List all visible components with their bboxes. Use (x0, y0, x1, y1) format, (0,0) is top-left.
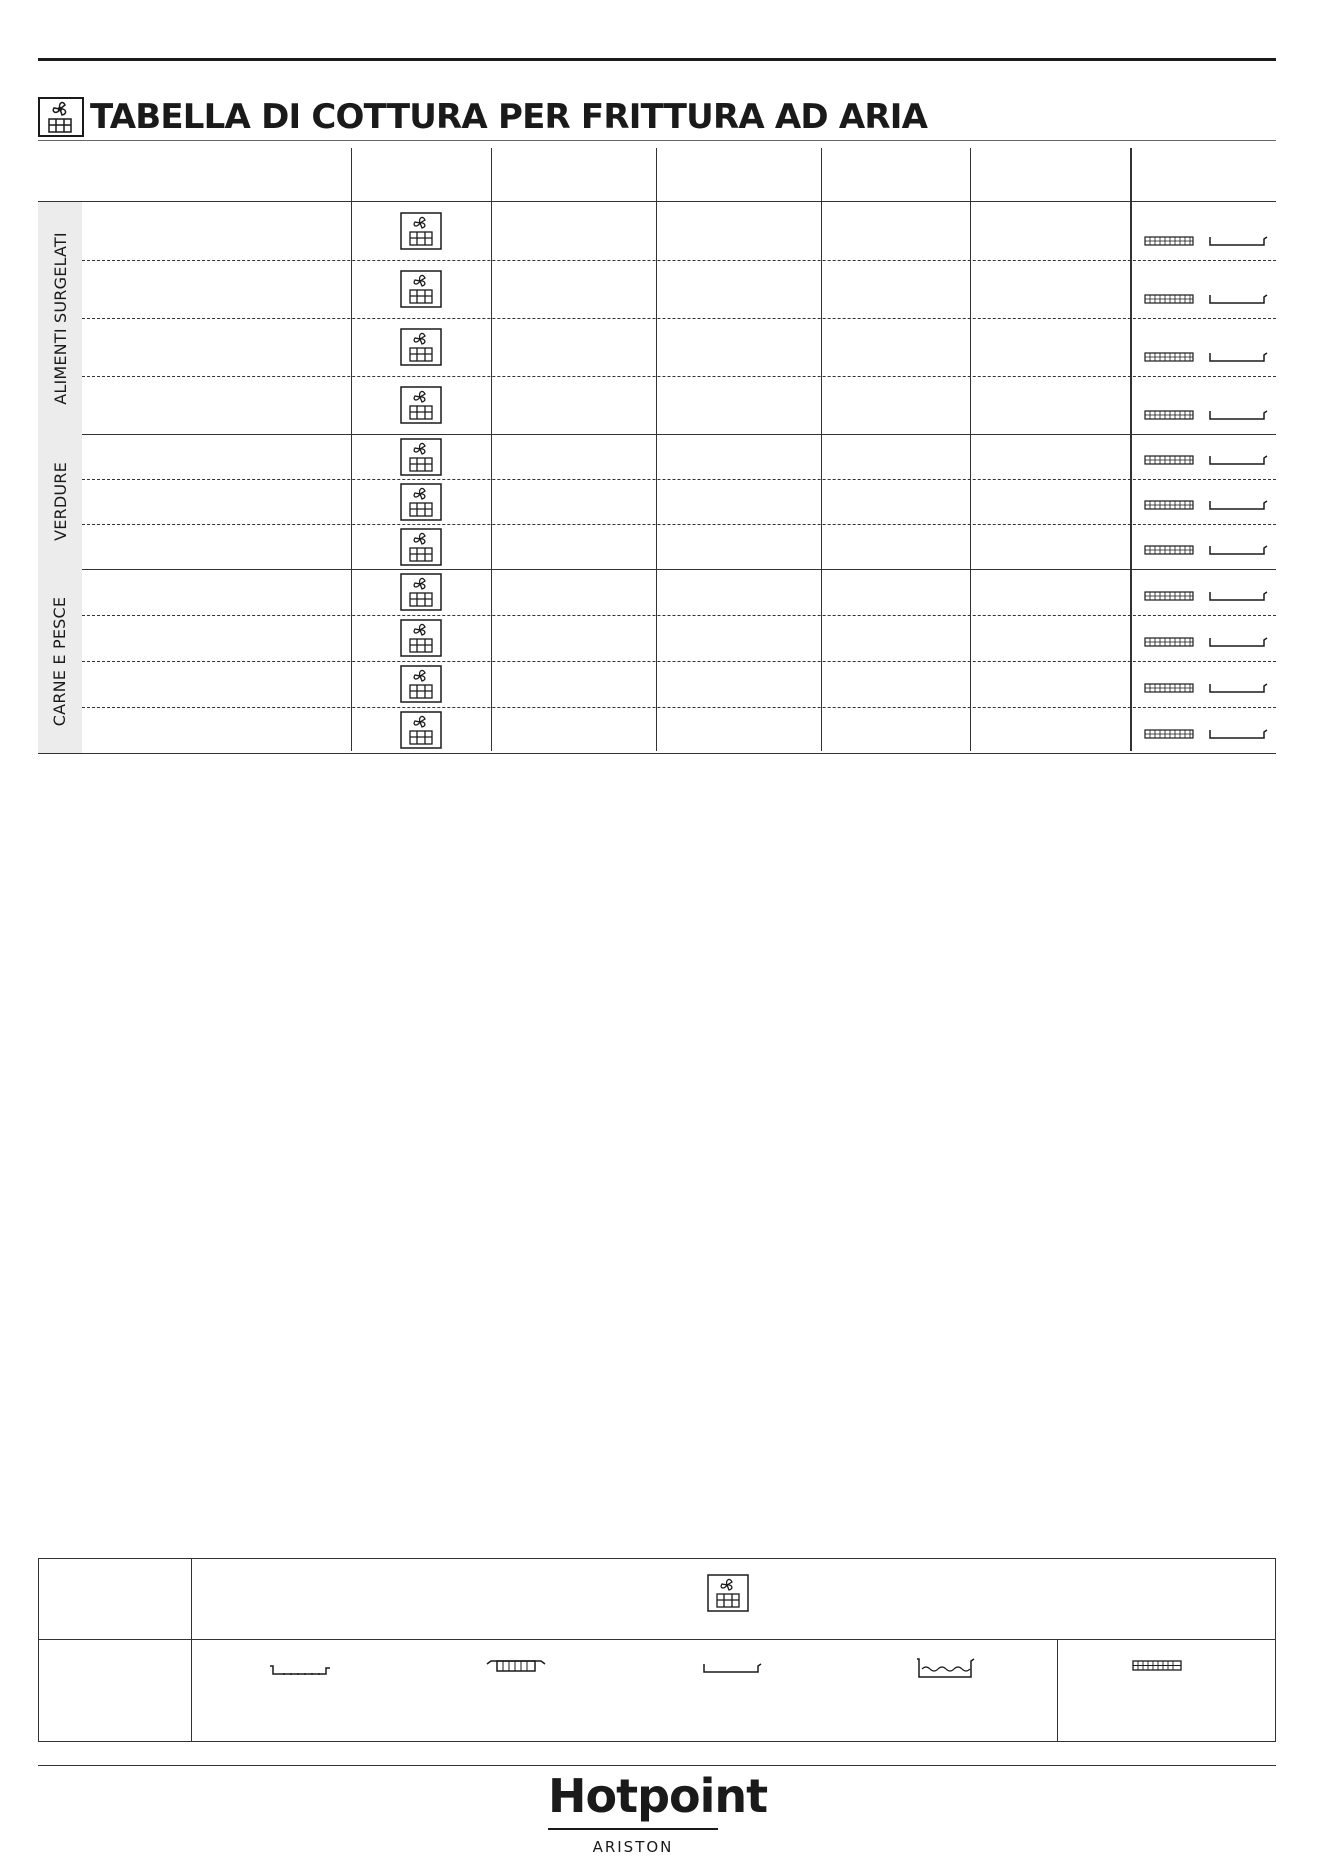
legend-table (38, 1558, 1276, 1742)
footer-rule (38, 1765, 1276, 1766)
baking-tray-icon (1208, 453, 1268, 467)
legend-divider (38, 1639, 1276, 1640)
row-divider (82, 615, 1276, 616)
header-rule (38, 201, 1276, 202)
air-fry-icon (707, 1574, 749, 1612)
air-fry-icon (400, 212, 442, 250)
page-title: TABELLA DI COTTURA PER FRITTURA AD ARIA (90, 97, 928, 137)
page-title-row (38, 96, 927, 138)
legend-border (38, 1558, 1276, 1742)
top-rule (38, 58, 1276, 61)
air-fry-icon (400, 270, 442, 308)
air-fry-basket-icon (1130, 1658, 1184, 1674)
legend-divider (1057, 1640, 1058, 1742)
drip-pan-icon (915, 1656, 975, 1680)
wire-shelf-icon (1142, 234, 1196, 248)
wire-shelf-icon (1142, 498, 1196, 512)
group-divider (38, 753, 1276, 754)
wire-shelf-icon (1142, 408, 1196, 422)
row-divider (82, 479, 1276, 480)
group-label (38, 569, 82, 753)
air-fry-icon (400, 483, 442, 521)
group-label-text: VERDURE (50, 462, 70, 541)
row-divider (82, 707, 1276, 708)
wire-shelf-icon (1142, 543, 1196, 557)
title-rule (38, 140, 1276, 141)
wire-shelf-icon (1142, 350, 1196, 364)
baking-tray-icon (1208, 292, 1268, 306)
air-fry-icon (400, 328, 442, 366)
group-label (38, 202, 82, 434)
baking-tray-icon (1208, 543, 1268, 557)
air-fry-icon (400, 528, 442, 566)
baking-tray-icon (1208, 681, 1268, 695)
air-fry-icon (400, 573, 442, 611)
row-divider (82, 376, 1276, 377)
wire-shelf-icon (1142, 681, 1196, 695)
wire-shelf-icon (1142, 635, 1196, 649)
brand-rule (548, 1828, 718, 1830)
air-fry-icon (400, 711, 442, 749)
baking-tray-icon (702, 1660, 762, 1676)
wire-shelf-icon (1142, 292, 1196, 306)
group-divider (38, 434, 1276, 435)
brand-sub: ARISTON (592, 1838, 674, 1856)
wire-shelf-icon (1142, 453, 1196, 467)
baking-tray-icon (1208, 350, 1268, 364)
group-label-text: CARNE E PESCE (50, 596, 70, 726)
group-divider (38, 569, 1276, 570)
brand-logo (548, 1769, 768, 1856)
wire-shelf-icon (1142, 589, 1196, 603)
baking-tray-icon (1208, 727, 1268, 741)
brand-name: Hotpoint (548, 1769, 768, 1823)
wire-shelf-icon (1142, 727, 1196, 741)
air-fry-icon (400, 386, 442, 424)
baking-tray-icon (1208, 234, 1268, 248)
group-label-text: ALIMENTI SURGELATI (50, 231, 70, 405)
row-divider (82, 524, 1276, 525)
wire-rack-icon (268, 1662, 332, 1680)
legend-divider (191, 1558, 192, 1742)
row-divider (82, 661, 1276, 662)
air-fry-icon (38, 97, 84, 137)
group-label (38, 434, 82, 569)
row-divider (82, 260, 1276, 261)
row-divider (82, 318, 1276, 319)
baking-tray-icon (1208, 635, 1268, 649)
air-fry-icon (400, 438, 442, 476)
air-fry-icon (400, 619, 442, 657)
grill-rack-icon (485, 1658, 547, 1678)
baking-tray-icon (1208, 498, 1268, 512)
baking-tray-icon (1208, 589, 1268, 603)
air-fry-icon (400, 665, 442, 703)
baking-tray-icon (1208, 408, 1268, 422)
